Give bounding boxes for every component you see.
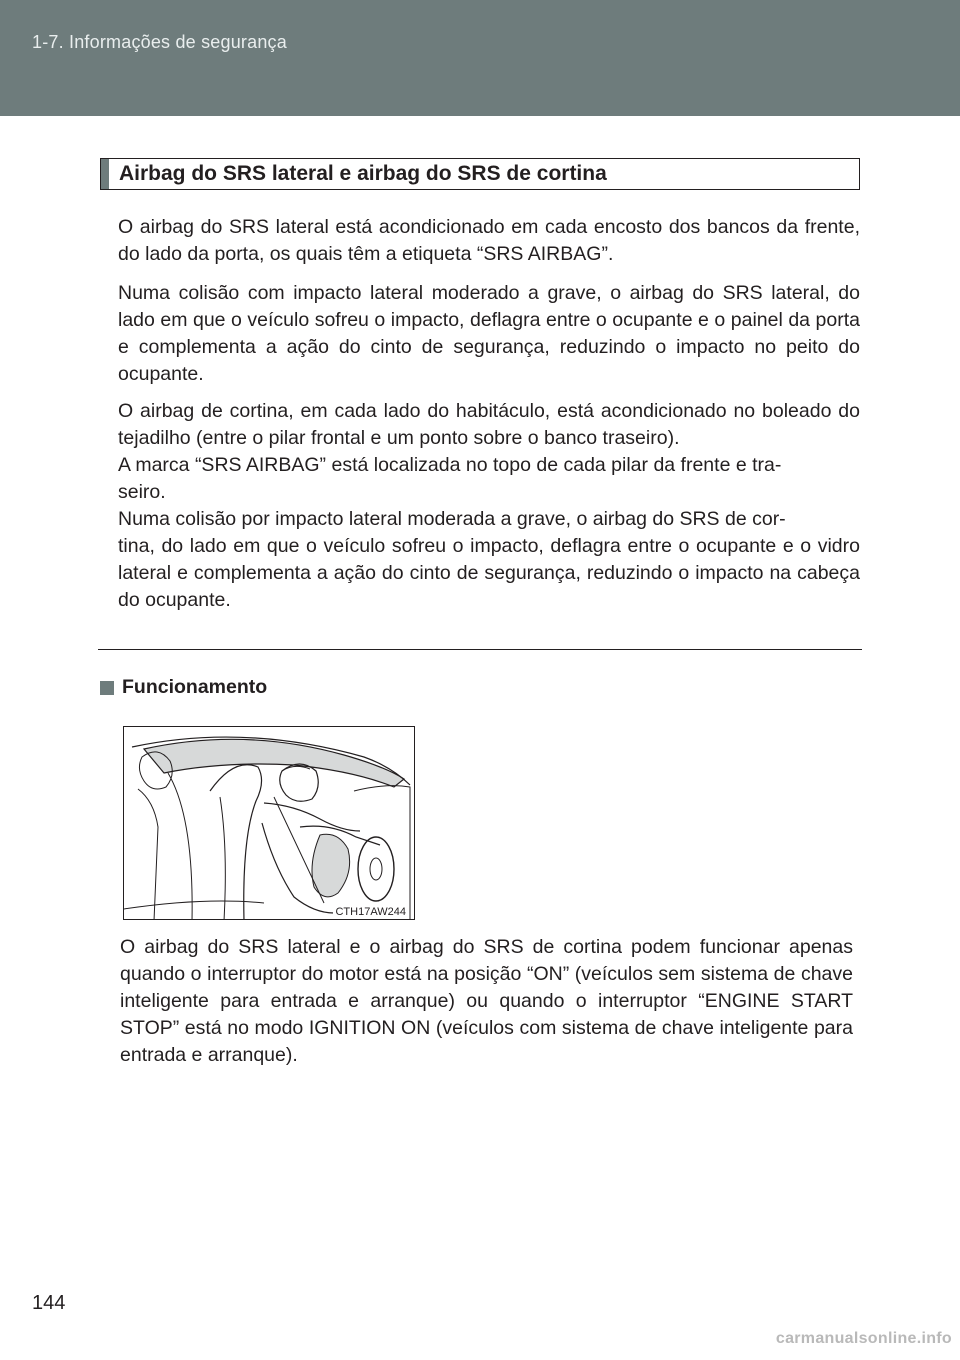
curtain-function-text-cont: tina, do lado em que o veículo sofreu o impacto, deflagra entre o ocupante e o vidro lateral e complementa a ação do cinto de segurança, reduzindo o impacto na cabeça do ocupante. (118, 535, 860, 611)
header-band (0, 0, 960, 116)
chapter-title: 1-7. Informações de segurança (32, 32, 287, 52)
section-title: Airbag do SRS lateral e airbag do SRS de cortina (119, 162, 607, 185)
airbag-deployment-drawing (124, 727, 415, 920)
square-bullet-icon (100, 681, 114, 695)
watermark: carmanualsonline.info (775, 1330, 952, 1347)
paragraph-side-airbag-location: O airbag do SRS lateral está acondicionado em cada encosto dos bancos da frente, do lado da porta, os quais têm a etiqueta “SRS AIRBAG”. (118, 216, 860, 265)
paragraph-side-airbag-function: Numa colisão com impacto lateral moderado a grave, o airbag do SRS lateral, do lado em que o veículo sofreu o impacto, deflagra entre o ocupante e o painel da porta e complementa a ação do cinto de segurança, reduzindo o impacto no peito do ocupante. (118, 282, 860, 385)
curtain-mark-text: A marca “SRS AIRBAG” está localizada no topo de cada pilar da frente e tra- (118, 454, 782, 476)
curtain-location-text: O airbag de cortina, em cada lado do habitáculo, está acondicionado no boleado do tejadilho (entre o pilar frontal e um ponto sobre o banco traseiro). (118, 400, 860, 449)
section-heading-bar (101, 159, 109, 189)
figure-code-label: CTH17AW244 (335, 906, 406, 918)
section-heading (100, 158, 860, 190)
subsection-title: Funcionamento (122, 676, 268, 698)
subsection-heading (100, 676, 267, 699)
section-divider (98, 649, 862, 650)
airbag-illustration (123, 726, 415, 920)
paragraph-operation-conditions: O airbag do SRS lateral e o airbag do SRS de cortina podem funcionar apenas quando o interruptor do motor está na posição “ON” (veículos sem sistema de chave inteligente para entrada e arranque) ou quando o interruptor “ENGINE START STOP” está no modo IGNITION ON (veículos com sistema de chave inteligente para entrada e arranque). (120, 936, 853, 1066)
paragraph-curtain-airbag (118, 398, 860, 614)
curtain-mark-text-cont: seiro. (118, 481, 166, 503)
page-number: 144 (32, 1292, 66, 1314)
curtain-function-text: Numa colisão por impacto lateral moderada a grave, o airbag do SRS de cor- (118, 508, 786, 530)
